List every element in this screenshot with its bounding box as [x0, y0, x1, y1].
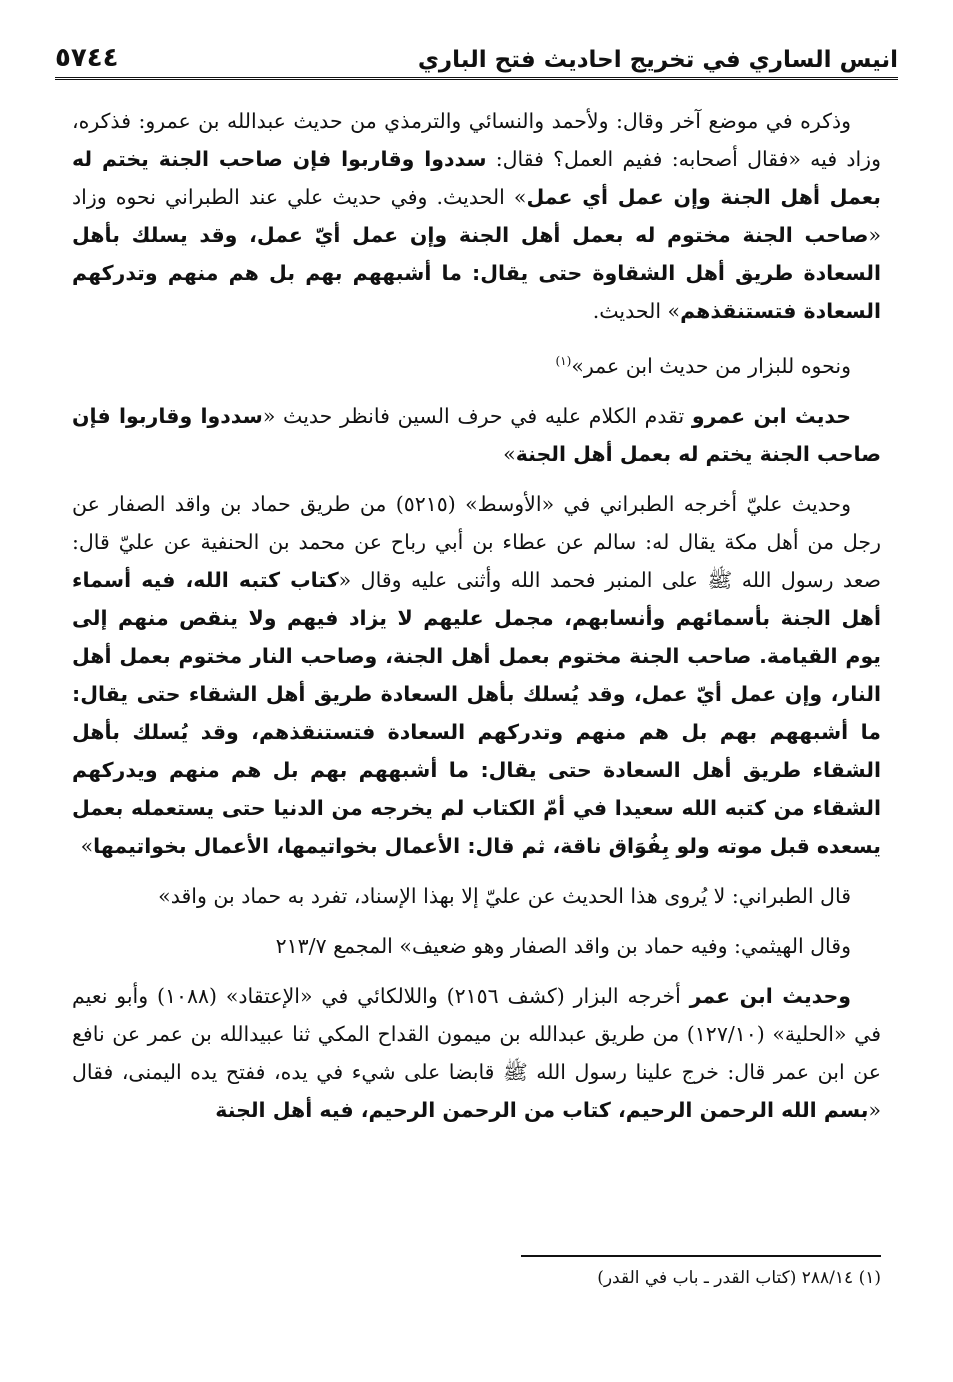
hadith-text: سددوا وقاربوا فإن صاحب الجنة يختم له بعمل أهل الجنة وإن عمل أي عمل	[72, 147, 881, 209]
commentary-text: أخرجه البزار (كشف ٢١٥٦) واللالكائي في «الإعتقاد» (١٠٨٨) وأبو نعيم في «الحلية» (١٢٧/١٠) من طريق عبدالله بن ميمون القداح المكي ثنا عبيدالله بن عمر عن نافع عن ابن عمر قال: خرج علينا رسول الله ﷺ قابضا على شيء في يده، ففتح يده اليمنى، فقال «	[72, 983, 881, 1122]
footnote-marker: (١)	[555, 354, 572, 368]
page-header	[55, 40, 898, 80]
book-title: انيس الساري في تخريج احاديث فتح الباري	[417, 47, 898, 73]
paragraph	[72, 485, 881, 865]
hadith-text: سددوا وقاربوا فإن صاحب الجنة يختم له بعمل أهل الجنة	[72, 403, 881, 466]
commentary-text: تقدم الكلام عليه في حرف السين فانظر حديث «	[262, 403, 692, 428]
commentary-text: وقال الهيثمي: وفيه حماد بن واقد الصفار وهو ضعيف» المجمع ٢١٣/٧	[275, 933, 851, 958]
paragraph	[72, 927, 881, 965]
paragraph	[72, 977, 881, 1129]
page-number: ٥٧٤٤	[55, 43, 119, 73]
commentary-text: »	[503, 441, 516, 466]
paragraph	[72, 342, 881, 385]
paragraph	[72, 102, 881, 330]
commentary-text: » الحديث. وفي حديث علي عند الطبراني نحوه وزاد «	[72, 185, 881, 247]
hadith-text: بسم الله الرحمن الرحيم، كتاب من الرحمن الرحيم، فيه أهل الجنة	[215, 1097, 869, 1122]
commentary-text: » الحديث.	[592, 299, 681, 323]
commentary-text: قال الطبراني: لا يُروى هذا الحديث عن عليّ إلا بهذا الإسناد، تفرد به حماد بن واقد»	[158, 883, 851, 908]
commentary-text: ونحوه للبزار من حديث ابن عمر»	[571, 353, 851, 378]
main-text	[72, 102, 881, 1141]
hadith-text: وحديث ابن عمر	[689, 983, 852, 1008]
paragraph	[72, 397, 881, 473]
hadith-text: كتاب كتبه الله، فيه أسماء أهل الجنة بأسمائهم وأنسابهم، مجمل عليهم لا يزاد فيهم ولا ينقص منهم إلى يوم القيامة. صاحب الجنة مختوم بعمل أهل الجنة، وصاحب النار مختوم بعمل أهل النار، وإن عمل أيّ عمل، وقد يُسلك بأهل السعادة طريق أهل الشقاء حتى يقال: ما أشبههم بهم بل هم منهم وتدركهم السعادة فتستنقذهم، وقد يُسلك بأهل الشقاء طريق أهل السعادة حتى يقال: ما أشبههم بهم بل هم منهم ويدركهم الشقاء من كتبه الله سعيدا في أمّ الكتاب لم يخرجه من الدنيا حتى يستعمله بعمل يسعده قبل موته ولو بِفُوَاق ناقة، ثم قال: الأعمال بخواتيمها، الأعمال بخواتيمها	[72, 567, 881, 858]
footnote-divider	[521, 1255, 881, 1257]
commentary-text: وذكره في موضع آخر وقال: ولأحمد والنسائي والترمذي من حديث عبدالله بن عمرو: فذكره، وزاد فيه «فقال أصحابه: ففيم العمل؟ فقال:	[72, 109, 881, 171]
hadith-text: حديث ابن عمرو	[691, 403, 852, 428]
footnote: (١) ٢٨٨/١٤ (كتاب القدر ـ باب في القدر)	[597, 1268, 881, 1288]
commentary-text: »	[80, 833, 94, 858]
commentary-text: وحديث عليّ أخرجه الطبراني في «الأوسط» (٥٢١٥) من طريق حماد بن واقد الصفار عن رجل من أهل مكة يقال له: سالم عن عطاء بن أبي رباح عن محمد بن الحنفية عن عليّ قال: صعد رسول الله ﷺ على المنبر فحمد الله وأثنى عليه وقال «	[72, 491, 881, 592]
hadith-text: صاحب الجنة مختوم له بعمل أهل الجنة وإن عمل أيّ عمل، وقد يسلك بأهل السعادة طريق أهل الشقاوة حتى يقال: ما أشبههم بهم بل هم منهم وتدركهم السعادة فتستنقذهم	[72, 223, 881, 323]
paragraph	[72, 877, 881, 915]
